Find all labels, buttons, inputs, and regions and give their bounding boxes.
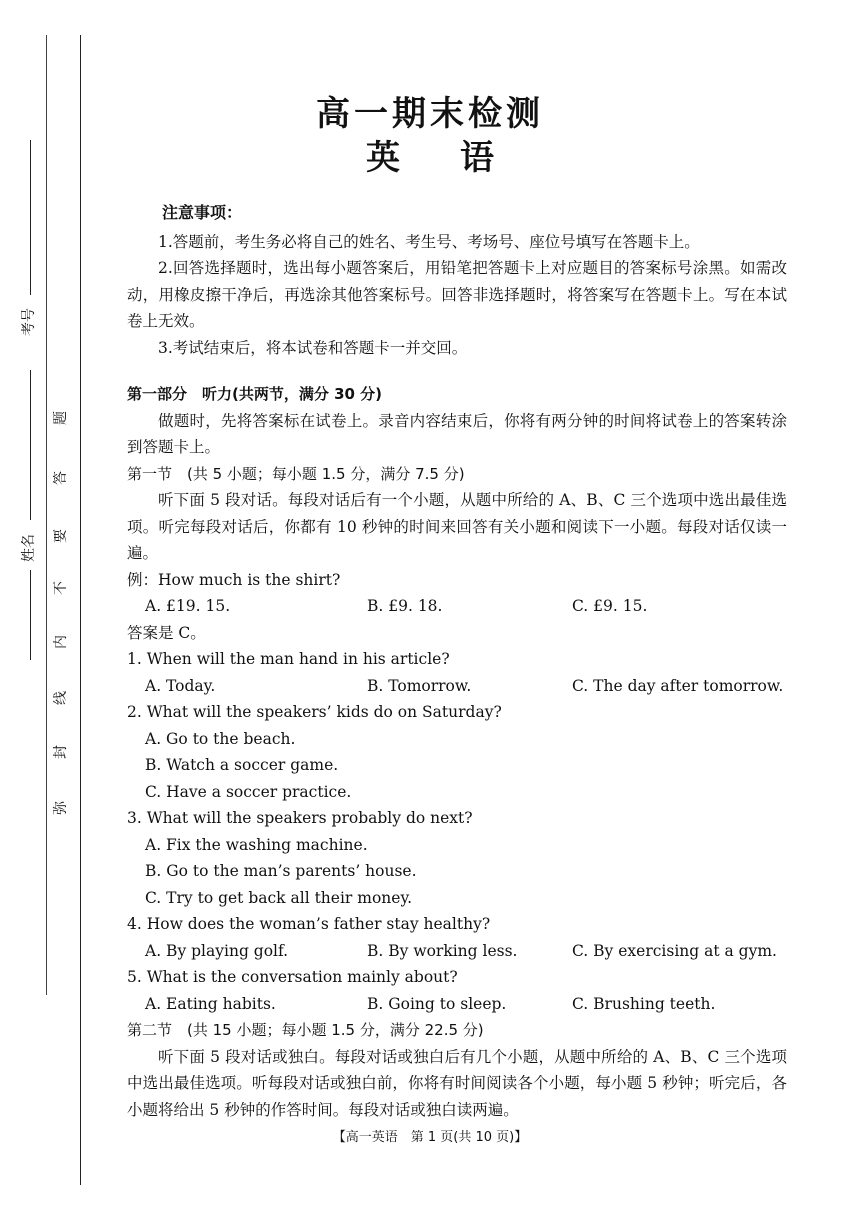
question-2-option-c: C. Have a soccer practice. bbox=[145, 782, 352, 801]
seal-char-4: 不 bbox=[53, 581, 69, 595]
seal-char-7: 封 bbox=[53, 745, 69, 759]
seal-char-8: 弥 bbox=[53, 801, 69, 815]
section2-heading: 第二节 (共 15 小题；每小题 1.5 分，满分 22.5 分) bbox=[127, 1021, 484, 1039]
part1-intro: 做题时，先将答案标在试卷上。录音内容结束后，你将有两分钟的时间将试卷上的答案转涂到答题卡上。 bbox=[127, 411, 787, 456]
name-fill-line bbox=[30, 370, 31, 520]
subject-char-1: 英 bbox=[366, 138, 400, 178]
example-option-c: C. £9. 15. bbox=[572, 597, 648, 615]
question-1-stem: 1. When will the man hand in his article? bbox=[127, 650, 450, 668]
question-4-options bbox=[127, 938, 787, 965]
question-1-option-b: B. Tomorrow. bbox=[367, 676, 472, 695]
question-5-options bbox=[127, 991, 787, 1018]
page-content bbox=[127, 200, 787, 1123]
subject-char-2: 语 bbox=[460, 138, 494, 178]
example-option-b: B. £9. 18. bbox=[367, 597, 443, 615]
question-1-option-c: C. The day after tomorrow. bbox=[572, 676, 784, 695]
subject-title bbox=[0, 130, 860, 179]
question-4-stem: 4. How does the woman’s father stay healthy? bbox=[127, 915, 491, 933]
seal-char-1: 题 bbox=[53, 411, 69, 425]
example-options bbox=[127, 593, 787, 620]
section1-heading: 第一节 (共 5 小题；每小题 1.5 分，满分 7.5 分) bbox=[127, 464, 465, 483]
question-1-options bbox=[127, 673, 787, 700]
seal-char-5: 内 bbox=[53, 635, 69, 649]
question-3-option-c: C. Try to get back all their money. bbox=[145, 888, 413, 907]
question-4-option-b: B. By working less. bbox=[367, 941, 518, 960]
question-2-option-a: A. Go to the beach. bbox=[145, 729, 296, 748]
seal-char-3: 要 bbox=[53, 529, 69, 543]
notice-item-2: 2.回答选择题时，选出每小题答案后，用铅笔把答题卡上对应题目的答案标号涂黑。如需改动，用橡皮擦干净后，再选涂其他答案标号。回答非选择题时，将答案写在答题卡上。写在本试卷上无效。 bbox=[127, 259, 787, 330]
question-4-option-c: C. By exercising at a gym. bbox=[572, 941, 777, 960]
section1-instructions: 听下面 5 段对话。每段对话后有一个小题，从题中所给的 A、B、C 三个选项中选出最佳选项。听完每段对话后，你都有 10 秒钟的时间来回答有关小题和阅读下一小题。每段对话仅读一遍。 bbox=[127, 491, 787, 562]
page-footer: 【高一英语 第 1 页(共 10 页)】 bbox=[332, 1130, 528, 1145]
binding-margin bbox=[0, 0, 90, 1215]
question-5-option-b: B. Going to sleep. bbox=[367, 994, 507, 1013]
question-5-option-a: A. Eating habits. bbox=[145, 994, 276, 1013]
question-2-stem: 2. What will the speakers’ kids do on Saturday? bbox=[127, 703, 502, 721]
example-question: 例：How much is the shirt? bbox=[127, 570, 341, 589]
question-3-option-a: A. Fix the washing machine. bbox=[145, 835, 368, 854]
example-answer: 答案是 C。 bbox=[127, 623, 206, 642]
question-1-option-a: A. Today. bbox=[145, 676, 216, 695]
part1-heading: 第一部分 听力(共两节，满分 30 分) bbox=[127, 385, 383, 403]
name-label: 姓名 bbox=[21, 534, 37, 562]
cut-line bbox=[46, 35, 47, 995]
notice-item-1: 1.答题前，考生务必将自己的姓名、考生号、考场号、座位号填写在答题卡上。 bbox=[158, 232, 700, 251]
question-3-option-b: B. Go to the man’s parents’ house. bbox=[145, 862, 417, 880]
exam-title: 高一期末检测 bbox=[316, 94, 544, 134]
binding-line bbox=[80, 35, 81, 1185]
name-fill-line-2 bbox=[30, 570, 31, 660]
section2-instructions: 听下面 5 段对话或独白。每段对话或独白后有几个小题，从题中所给的 A、B、C 三个选项中选出最佳选项。听每段对话或独白前，你将有时间阅读各个小题，每小题 5 秒钟；听完后，各小题将给出 5 秒钟的作答时间。每段对话或独白读两遍。 bbox=[127, 1047, 787, 1119]
notice-item-3: 3.考试结束后，将本试卷和答题卡一并交回。 bbox=[158, 338, 468, 357]
example-option-a: A. £19. 15. bbox=[145, 597, 231, 615]
seal-char-2: 答 bbox=[53, 471, 69, 485]
question-5-stem: 5. What is the conversation mainly about? bbox=[127, 968, 458, 986]
question-2-option-b: B. Watch a soccer game. bbox=[145, 756, 339, 774]
question-3-stem: 3. What will the speakers probably do next? bbox=[127, 809, 473, 827]
question-5-option-c: C. Brushing teeth. bbox=[572, 994, 716, 1013]
question-4-option-a: A. By playing golf. bbox=[145, 941, 289, 960]
exam-number-label: 考号 bbox=[21, 308, 37, 336]
notice-heading: 注意事项： bbox=[162, 203, 243, 222]
seal-char-6: 线 bbox=[53, 691, 69, 705]
